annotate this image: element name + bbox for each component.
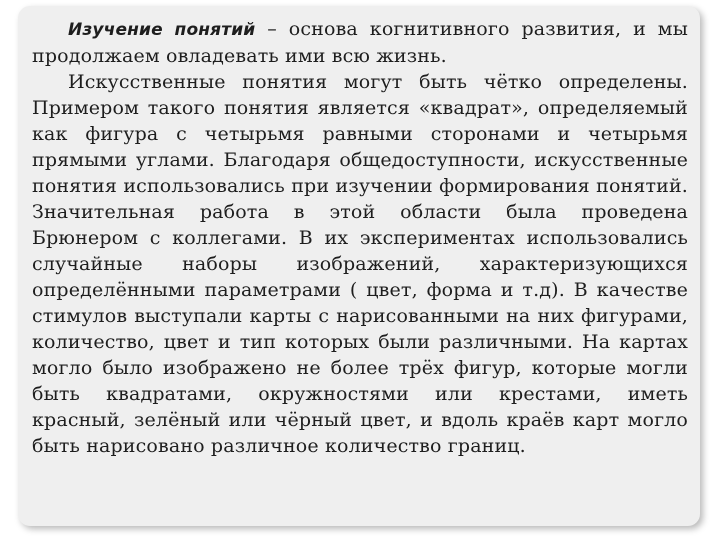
paragraph-intro-text: – основа когнитивного развития, и мы продолжаем овладевать ими всю жизнь. <box>32 18 689 67</box>
slide-text <box>32 16 688 459</box>
paragraph-artificial-concepts <box>32 69 688 459</box>
paragraph-artificial-concepts-text: Искусственные понятия могут быть чётко определены. Примером такого понятия является «квадрат», определяемый как фигура с четырьмя равными сторонами и четырьмя прямыми углами. Благодаря общедоступности, искусственные понятия использовались при изучении формирования понятий. Значительная работа в этой области была проведена Брюнером с коллегами. В их экспериментах использовались случайные наборы изображений, характеризующихся определёнными параметрами ( цвет, форма и т.д). В качестве стимулов выступали карты с нарисованными на них фигурами, количество, цвет и тип которых были различными. На картах могло было изображено не более трёх фигур, которые могли быть квадратами, окружностями или крестами, иметь красный, зелёный или чёрный цвет, и вдоль краёв карт могло быть нарисовано различное количество границ. <box>32 71 688 457</box>
key-term: Изучение понятий <box>68 20 256 40</box>
paragraph-intro <box>32 16 688 69</box>
